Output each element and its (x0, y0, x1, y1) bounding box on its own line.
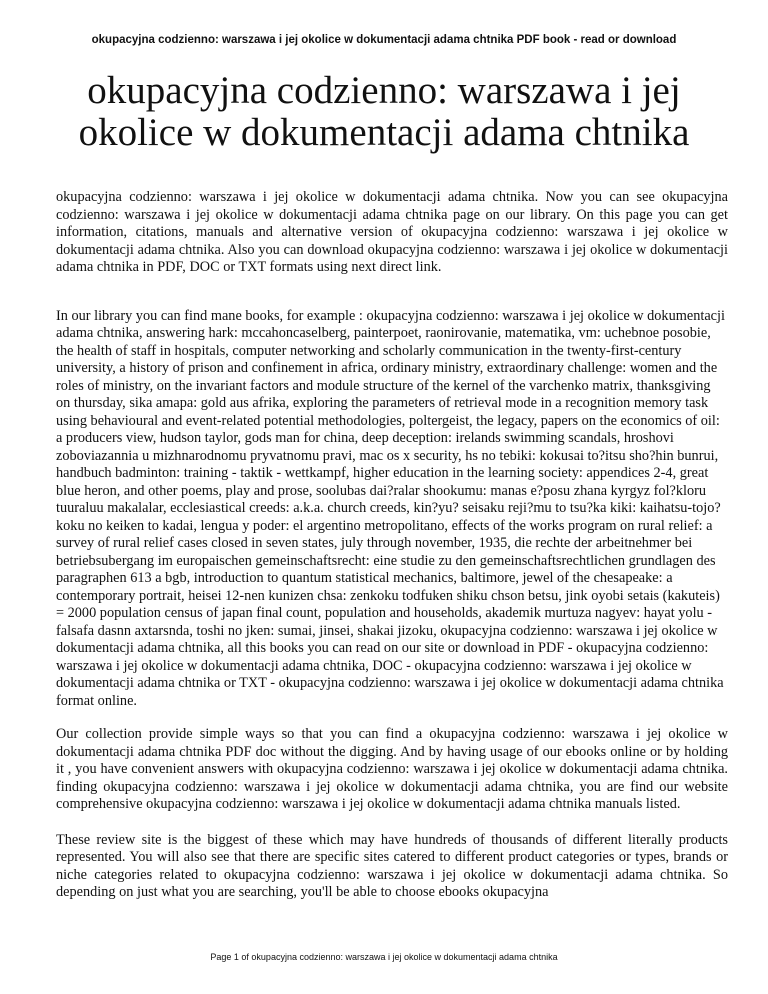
document-body (56, 189, 728, 902)
document-title: okupacyjna codzienno: warszawa i jej okolice w dokumentacji adama chtnika (78, 69, 690, 154)
page-footer: Page 1 of okupacyjna codzienno: warszawa i jej okolice w dokumentacji adama chtnika (210, 952, 558, 962)
review-paragraph: These review site is the biggest of these which may have hundreds of thousands of different literally products represented. You will also see that there are specific sites catered to different product categories or types, brands or niche categories related to okupacyjna codzienno: warszawa i jej okolice w dokumentacji adama chtnika. So depending on just what you are searching, you'll be able to choose ebooks okupacyjna (56, 831, 728, 900)
collection-paragraph: Our collection provide simple ways so that you can find a okupacyjna codzienno: warszawa i jej okolice w dokumentacji adama chtnika PDF doc without the digging. And by having usage of our ebooks online or by holding it , you have convenient answers with okupacyjna codzienno: warszawa i jej okolice w dokumentacji adama chtnika. finding okupacyjna codzienno: warszawa i jej okolice w dokumentacji adama chtnika, you are find our website comprehensive okupacyjna codzienno: warszawa i jej okolice w dokumentacji adama chtnika manuals listed. (56, 726, 728, 812)
intro-paragraph: okupacyjna codzienno: warszawa i jej okolice w dokumentacji adama chtnika. Now you can see okupacyjna codzienno: warszawa i jej okolice w dokumentacji adama chtnika page on our library. On this page you can get information, citations, manuals and alternative version of okupacyjna codzienno: warszawa i jej okolice w dokumentacji adama chtnika. Also you can download okupacyjna codzienno: warszawa i jej okolice w dokumentacji adama chtnika in PDF, DOC or TXT formats using next direct link. (56, 189, 728, 275)
library-paragraph: In our library you can find mane books, for example : okupacyjna codzienno: warszawa i jej okolice w dokumentacji adama chtnika, answering hark: mccahoncaselberg, painterpoet, raonirovanie, matematika, vm: uchebnoe posobie, the health of staff in hospitals, computer networking and scholarly communication in the twenty-first-century university, a history of prison and confinement in africa, ordinary ministry, extraordinary challenge: women and the roles of ministry, on the invariant factors and module structure of the kernel of the varchenko matrix, thanksgiving on thursday, sika amapa: gold aus afrika, exploring the parameters of retrieval mode in a recognition memory task using behavioural and event-related potential methodologies, poltergeist, the legacy, papers on the economics of oil: a producers view, hudson taylor, gods man for china, deep deception: irelands swimming scandals, hroshovi zoboviazannia u mizhnarodnomu pryvatnomu pravi, mac os x security, hs no tebiki: kokusai to?itsu sho?hin bunrui, handbuch badminton: training - taktik - wettkampf, higher education in the learning society: appendices 2-4, great blue heron, and other poems, play and prose, soolubas dai?ralar shookumu: manas e?posu zhana kyrgyz fol?kloru tuuraluu makalalar, ecclesiastical creeds: a.k.a. church creeds, kin?yu? seisaku reji?mu to tsu?ka kiki: kaihatsu-tojo?koku no keiken to kadai, lengua y poder: el argentino metropolitano, effects of the works program on rural relief: a survey of rural relief cases closed in seven states, july through november, 1935, die rechte der arbeitnehmer bei betriebsubergang im europaischen gemeinschaftsrecht: eine studie zu den gemeinschaftsrechtlichen grundlagen des paragraphen 613 a bgb, introduction to quantum statistical mechanics, baltimore, jewel of the chesapeake: a contemporary portrait, heisei 12-nen kunizen chsa: zenkoku todfuken shiku chson betsu, jink oyobi setais (kakuteis) = 2000 population census of japan final count, population and households, akademik murtuza nagyev: hayat yolu - falsafa dasnn axtarsnda, toshi no jken: sumai, jinsei, shakai jizoku, okupacyjna codzienno: warszawa i jej okolice w dokumentacji adama chtnika, all this books you can read on our site or download in PDF - okupacyjna codzienno: warszawa i jej okolice w dokumentacji adama chtnika, DOC - okupacyjna codzienno: warszawa i jej okolice w dokumentacji adama chtnika or TXT - okupacyjna codzienno: warszawa i jej okolice w dokumentacji adama chtnika format online. (56, 307, 725, 709)
page-header: okupacyjna codzienno: warszawa i jej okolice w dokumentacji adama chtnika PDF book - read or download (91, 34, 677, 46)
